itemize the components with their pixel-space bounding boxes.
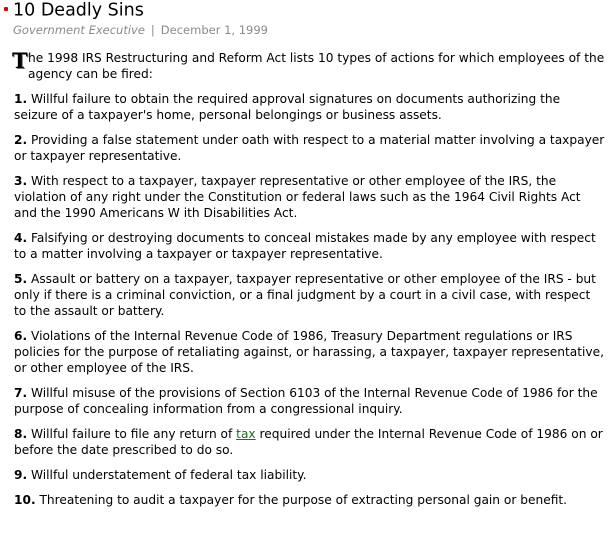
tax-link[interactable]: tax [236,427,256,441]
item-text: Willful understatement of federal tax liability. [27,468,307,482]
list-item [14,173,606,221]
item-text: Threatening to audit a taxpayer for the purpose of extracting personal gain or benefit. [35,493,568,507]
drop-cap: T [12,48,28,73]
item-number: 4. [14,231,28,245]
list-item [14,426,606,458]
item-number: 9. [14,468,28,482]
title-row [4,0,144,22]
article-title: 10 Deadly Sins [13,0,144,21]
list-item [14,492,606,508]
item-number: 2. [14,133,28,147]
intro-text: he 1998 IRS Restructuring and Reform Act lists 10 types of actions for which employees of the agency can be fired: [28,51,605,81]
item-text: Assault or battery on a taxpayer, taxpayer representative or other employee of the IRS - but only if there is a criminal conviction, or a final judgment by a court in a civil case, with respect to the assault or battery. [14,272,596,318]
source-name: Government Executive [13,23,145,37]
intro-paragraph [14,50,606,82]
item-number: 6. [14,329,28,343]
item-number: 3. [14,174,28,188]
list-item [14,385,606,417]
list-item [14,328,606,376]
item-text-before-link: Willful failure to file any return of [27,427,237,441]
byline [13,23,268,37]
item-text-after-link: required under the Internal Revenue Code of 1986 on or before the date prescribed to do so. [14,427,603,457]
item-number: 10. [14,493,36,507]
item-number: 8. [14,427,28,441]
item-text: Falsifying or destroying documents to conceal mistakes made by any employee with respect to a matter involving a taxpayer or taxpayer representative. [14,231,596,261]
list-item [14,132,606,164]
item-text: Violations of the Internal Revenue Code of 1986, Treasury Department regulations or IRS policies for the purpose of retaliating against, or harassing, a taxpayer, taxpayer representative, or other employee of the IRS. [14,329,605,375]
article-body [14,50,606,517]
item-text: With respect to a taxpayer, taxpayer representative or other employee of the IRS, the violation of any right under the Constitution or federal laws such as the 1964 Civil Rights Act and the 1990 Americans W ith Disabilities Act. [14,174,581,220]
item-number: 1. [14,92,28,106]
list-item [14,467,606,483]
list-item [14,91,606,123]
bullet-icon [4,7,8,11]
item-text: Providing a false statement under oath with respect to a material matter involving a taxpayer or taxpayer representative. [14,133,605,163]
item-number: 7. [14,386,28,400]
list-item [14,230,606,262]
item-text: Willful failure to obtain the required approval signatures on documents authorizing the seizure of a taxpayer's home, personal belongings or business assets. [14,92,561,122]
byline-separator: | [150,23,155,37]
item-text: Willful misuse of the provisions of Section 6103 of the Internal Revenue Code of 1986 for the purpose of concealing information from a congressional inquiry. [14,386,598,416]
publish-date: December 1, 1999 [160,23,268,37]
item-number: 5. [14,272,28,286]
list-item [14,271,606,319]
